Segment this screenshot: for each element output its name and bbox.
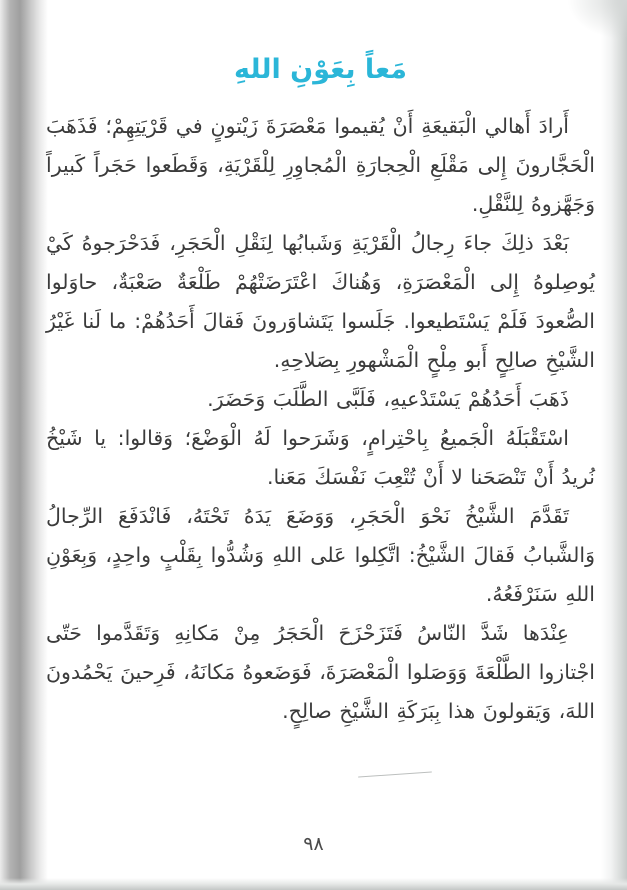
body-paragraph: اسْتَقْبَلَهُ الْجَميعُ بِاحْتِرامٍ، وَشَرَحوا لَهُ الْوَضْعَ؛ وَقالوا: يا شَيْخُ نُريدُ أَنْ تَنْصَحَنا لا أَنْ تُتْعِبَ نَفْسَكَ مَعَنا. (46, 426, 595, 489)
page-edge-shadow-bottom (0, 878, 627, 890)
body-paragraph: تَقَدَّمَ الشَّيْخُ نَحْوَ الْحَجَرِ، وَوَضَعَ يَدَهُ تَحْتَهُ، فَانْدَفَعَ الرِّجالُ وَالشَّبابُ فَقالَ الشَّيْخُ: اتَّكِلوا عَلى اللهِ وَشُدُّوا بِقَلْبٍ واحِدٍ، وَبِعَوْنِ اللهِ سَنَرْفَعُهُ. (46, 504, 595, 606)
body-paragraph: ذَهَبَ أَحَدُهُمْ يَسْتَدْعيهِ، فَلَبَّى الطَّلَبَ وَحَضَرَ. (207, 387, 569, 411)
page-content (46, 0, 595, 731)
scan-artifact-line (358, 771, 432, 777)
lesson-title: مَعاً بِعَوْنِ اللهِ (233, 54, 408, 85)
page-edge-shadow-left (0, 0, 48, 890)
body-paragraph: بَعْدَ ذلِكَ جاءَ رِجالُ الْقَرْيَةِ وَشَبابُها لِنَقْلِ الْحَجَرِ، فَدَحْرَجوهُ كَيْ يُوصِلوهُ إِلى الْمَعْصَرَةِ، وَهُناكَ اعْتَرَضَتْهُمْ طَلْعَةٌ صَعْبَةٌ، حاوَلوا الصُّعودَ فَلَمْ يَسْتَطيعوا. جَلَسوا يَتَشاوَرونَ فَقالَ أَحَدُهُمْ: ما لَنا غَيْرُ الشَّيْخِ صالِحٍ أَبو مِلْحٍ الْمَشْهورِ بِصَلاحِهِ. (46, 231, 595, 372)
lesson-body (46, 107, 595, 731)
page-number: ٩٨ (303, 833, 324, 855)
body-paragraph: عِنْدَها شَدَّ النّاسُ فَتَزَحْزَحَ الْحَجَرُ مِنْ مَكانِهِ وَتَقَدَّموا حَتّى اجْتازوا الطَّلْعَةَ وَوَصَلوا الْمَعْصَرَةَ، فَوَضَعوهُ مَكانَهُ، فَرِحينَ يَحْمُدونَ اللهَ، وَيَقولونَ هذا بِبَرَكَةِ الشَّيْخِ صالِحٍ. (46, 621, 595, 723)
body-paragraph: أَرادَ أَهالي الْبَقيعَةِ أَنْ يُقيموا مَعْصَرَةَ زَيْتونٍ في قَرْيَتِهِمْ؛ فَذَهَبَ الْحَجَّارونَ إِلى مَقْلَعِ الْحِجارَةِ الْمُجاوِرِ لِلْقَرْيَةِ، وَقَطَعوا حَجَراً كَبيراً وَجَهَّزوهُ لِلنَّقْلِ. (46, 114, 595, 216)
page-edge-shadow-right (601, 0, 627, 890)
